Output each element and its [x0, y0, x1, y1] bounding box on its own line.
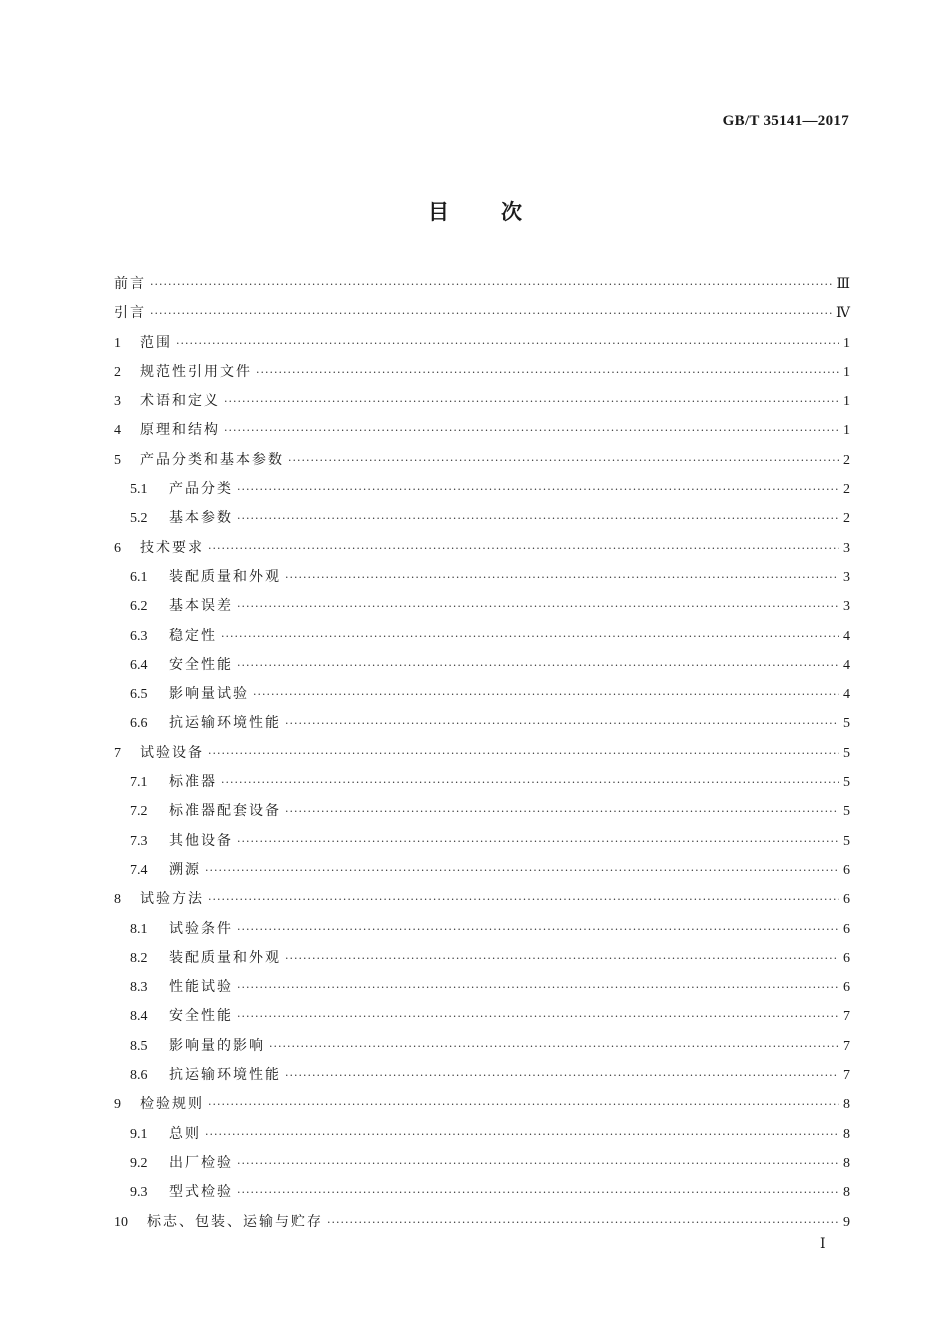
toc-entry-page: 8: [843, 1185, 850, 1201]
toc-entry-number: 4: [114, 423, 121, 439]
toc-entry[interactable]: [114, 592, 850, 621]
toc-entry[interactable]: [114, 416, 850, 445]
toc-entry-number: 6.2: [130, 599, 148, 615]
dot-leader: [256, 358, 839, 387]
toc-entry-number: 9.2: [130, 1155, 148, 1171]
toc-entry-number: 7.2: [130, 804, 148, 820]
toc-entry-number: 5.2: [130, 511, 148, 527]
dot-leader: [237, 973, 839, 1002]
toc-entry-page: 5: [843, 804, 850, 820]
dot-leader: [150, 299, 833, 328]
toc-entry-title: 抗运输环境性能: [169, 1067, 281, 1084]
toc-entry-number: 6.6: [130, 716, 148, 732]
toc-entry[interactable]: [114, 358, 850, 387]
toc-entry-title: 抗运输环境性能: [169, 715, 281, 732]
toc-entry-number: 1: [114, 335, 121, 351]
table-of-contents: [114, 270, 850, 1237]
toc-entry-number: 9: [114, 1097, 121, 1113]
toc-entry-number: 8: [114, 892, 121, 908]
toc-entry-number: 10: [114, 1214, 128, 1230]
toc-entry[interactable]: [114, 973, 850, 1002]
toc-entry-page: 3: [843, 599, 850, 615]
toc-entry-title: 引言: [114, 305, 146, 322]
dot-leader: [269, 1032, 839, 1061]
toc-entry-page: 9: [843, 1214, 850, 1230]
dot-leader: [285, 797, 839, 826]
toc-entry-title: 性能试验: [169, 979, 233, 996]
toc-entry-title: 标准器: [169, 774, 217, 791]
dot-leader: [150, 270, 833, 299]
dot-leader: [285, 709, 839, 738]
toc-entry-title: 安全性能: [169, 656, 233, 673]
toc-entry-title: 试验设备: [140, 744, 204, 761]
toc-entry-number: 8.3: [130, 980, 148, 996]
toc-entry[interactable]: [114, 651, 850, 680]
dot-leader: [221, 768, 839, 797]
toc-entry[interactable]: [114, 534, 850, 563]
toc-entry-title: 产品分类和基本参数: [140, 451, 284, 468]
toc-entry-title: 规范性引用文件: [140, 363, 252, 380]
toc-entry[interactable]: [114, 1208, 850, 1237]
toc-entry-title: 原理和结构: [140, 422, 220, 439]
toc-entry-title: 稳定性: [169, 627, 217, 644]
toc-entry[interactable]: [114, 299, 850, 328]
toc-entry-page: 8: [843, 1126, 850, 1142]
toc-entry-page: 7: [843, 1009, 850, 1025]
toc-entry-title: 总则: [169, 1125, 201, 1142]
toc-entry-title: 出厂检验: [169, 1154, 233, 1171]
toc-entry-page: 4: [843, 628, 850, 644]
dot-leader: [205, 1120, 839, 1149]
toc-entry-page: 6: [843, 862, 850, 878]
toc-entry-page: 3: [843, 540, 850, 556]
toc-entry[interactable]: [114, 387, 850, 416]
page-title: 目次: [428, 200, 574, 224]
toc-entry-number: 6.1: [130, 569, 148, 585]
toc-entry[interactable]: [114, 1149, 850, 1178]
toc-entry-number: 8.6: [130, 1068, 148, 1084]
dot-leader: [237, 915, 839, 944]
toc-entry-number: 7.4: [130, 862, 148, 878]
toc-entry-title: 安全性能: [169, 1008, 233, 1025]
toc-entry[interactable]: [114, 856, 850, 885]
toc-entry-page: 5: [843, 745, 850, 761]
toc-entry[interactable]: [114, 1032, 850, 1061]
toc-entry[interactable]: [114, 915, 850, 944]
toc-entry-page: 1: [843, 423, 850, 439]
toc-entry[interactable]: [114, 329, 850, 358]
toc-entry-number: 8.1: [130, 921, 148, 937]
toc-entry-number: 8.2: [130, 950, 148, 966]
toc-entry-page: 2: [843, 511, 850, 527]
toc-entry-page: 1: [843, 335, 850, 351]
toc-entry-title: 试验方法: [140, 891, 204, 908]
toc-entry-title: 范围: [140, 334, 172, 351]
toc-entry[interactable]: [114, 680, 850, 709]
toc-entry[interactable]: [114, 622, 850, 651]
dot-leader: [237, 1178, 839, 1207]
toc-entry[interactable]: [114, 709, 850, 738]
toc-entry-page: 6: [843, 950, 850, 966]
toc-entry-number: 5.1: [130, 482, 148, 498]
toc-entry-title: 装配质量和外观: [169, 568, 281, 585]
dot-leader: [285, 563, 839, 592]
toc-entry-number: 6.4: [130, 657, 148, 673]
toc-entry-title: 标志、包装、运输与贮存: [147, 1213, 323, 1230]
toc-entry-page: 4: [843, 657, 850, 673]
toc-entry-title: 基本误差: [169, 598, 233, 615]
toc-entry-page: 7: [843, 1068, 850, 1084]
dot-leader: [237, 651, 839, 680]
toc-entry-page: 2: [843, 452, 850, 468]
standard-code: GB/T 35141—2017: [722, 113, 849, 129]
dot-leader: [285, 1061, 839, 1090]
toc-entry-title: 技术要求: [140, 539, 204, 556]
toc-entry[interactable]: [114, 1178, 850, 1207]
dot-leader: [176, 329, 839, 358]
dot-leader: [208, 885, 839, 914]
toc-entry-page: Ⅲ: [836, 277, 850, 292]
dot-leader: [327, 1208, 839, 1237]
toc-entry-page: 5: [843, 833, 850, 849]
toc-entry-page: 6: [843, 921, 850, 937]
toc-entry[interactable]: [114, 270, 850, 299]
toc-entry[interactable]: [114, 768, 850, 797]
dot-leader: [237, 592, 839, 621]
dot-leader: [237, 1149, 839, 1178]
toc-entry-number: 5: [114, 452, 121, 468]
toc-entry-number: 3: [114, 394, 121, 410]
toc-entry-page: Ⅳ: [836, 306, 850, 322]
toc-entry-title: 溯源: [169, 861, 201, 878]
dot-leader: [208, 739, 839, 768]
toc-entry-number: 7.3: [130, 833, 148, 849]
dot-leader: [208, 1090, 839, 1119]
toc-entry[interactable]: [114, 944, 850, 973]
toc-entry-title: 检验规则: [140, 1096, 204, 1113]
toc-entry-title: 产品分类: [169, 481, 233, 498]
toc-entry-page: 6: [843, 980, 850, 996]
dot-leader: [224, 387, 839, 416]
toc-entry-title: 其他设备: [169, 832, 233, 849]
dot-leader: [237, 1002, 839, 1031]
toc-entry[interactable]: [114, 797, 850, 826]
toc-entry[interactable]: [114, 1061, 850, 1090]
toc-entry-title: 影响量的影响: [169, 1037, 265, 1054]
toc-entry-title: 术语和定义: [140, 393, 220, 410]
toc-entry-page: 5: [843, 775, 850, 791]
toc-entry-page: 8: [843, 1155, 850, 1171]
toc-entry-title: 基本参数: [169, 510, 233, 527]
toc-entry[interactable]: [114, 1002, 850, 1031]
page-number: Ⅰ: [820, 1237, 826, 1252]
toc-entry-page: 3: [843, 569, 850, 585]
toc-entry-page: 1: [843, 394, 850, 410]
toc-entry[interactable]: [114, 1090, 850, 1119]
toc-entry-number: 7: [114, 745, 121, 761]
toc-entry-number: 6.3: [130, 628, 148, 644]
toc-entry[interactable]: [114, 739, 850, 768]
dot-leader: [221, 622, 839, 651]
dot-leader: [285, 944, 839, 973]
toc-entry-number: 6: [114, 540, 121, 556]
toc-entry-page: 5: [843, 716, 850, 732]
toc-entry-number: 2: [114, 364, 121, 380]
toc-entry-number: 8.5: [130, 1038, 148, 1054]
toc-entry[interactable]: [114, 827, 850, 856]
toc-entry-title: 型式检验: [169, 1184, 233, 1201]
toc-entry-page: 8: [843, 1097, 850, 1113]
toc-entry-number: 9.3: [130, 1185, 148, 1201]
toc-entry-title: 试验条件: [169, 920, 233, 937]
dot-leader: [288, 446, 839, 475]
dot-leader: [237, 475, 839, 504]
toc-entry-number: 8.4: [130, 1009, 148, 1025]
toc-entry-number: 9.1: [130, 1126, 148, 1142]
toc-entry-title: 装配质量和外观: [169, 949, 281, 966]
toc-entry-title: 前言: [114, 276, 146, 292]
toc-entry-page: 1: [843, 364, 850, 380]
dot-leader: [253, 680, 839, 709]
toc-entry-number: 6.5: [130, 687, 148, 703]
dot-leader: [224, 416, 839, 445]
toc-entry-number: 7.1: [130, 775, 148, 791]
toc-entry[interactable]: [114, 446, 850, 475]
toc-entry[interactable]: [114, 563, 850, 592]
dot-leader: [208, 534, 839, 563]
toc-entry[interactable]: [114, 475, 850, 504]
toc-entry[interactable]: [114, 1120, 850, 1149]
toc-entry-page: 7: [843, 1038, 850, 1054]
toc-entry-page: 2: [843, 482, 850, 498]
dot-leader: [237, 504, 839, 533]
toc-entry-title: 标准器配套设备: [169, 803, 281, 820]
toc-entry[interactable]: [114, 504, 850, 533]
toc-entry-title: 影响量试验: [169, 686, 249, 703]
toc-entry[interactable]: [114, 885, 850, 914]
dot-leader: [237, 827, 839, 856]
toc-entry-page: 4: [843, 687, 850, 703]
toc-entry-page: 6: [843, 892, 850, 908]
dot-leader: [205, 856, 839, 885]
